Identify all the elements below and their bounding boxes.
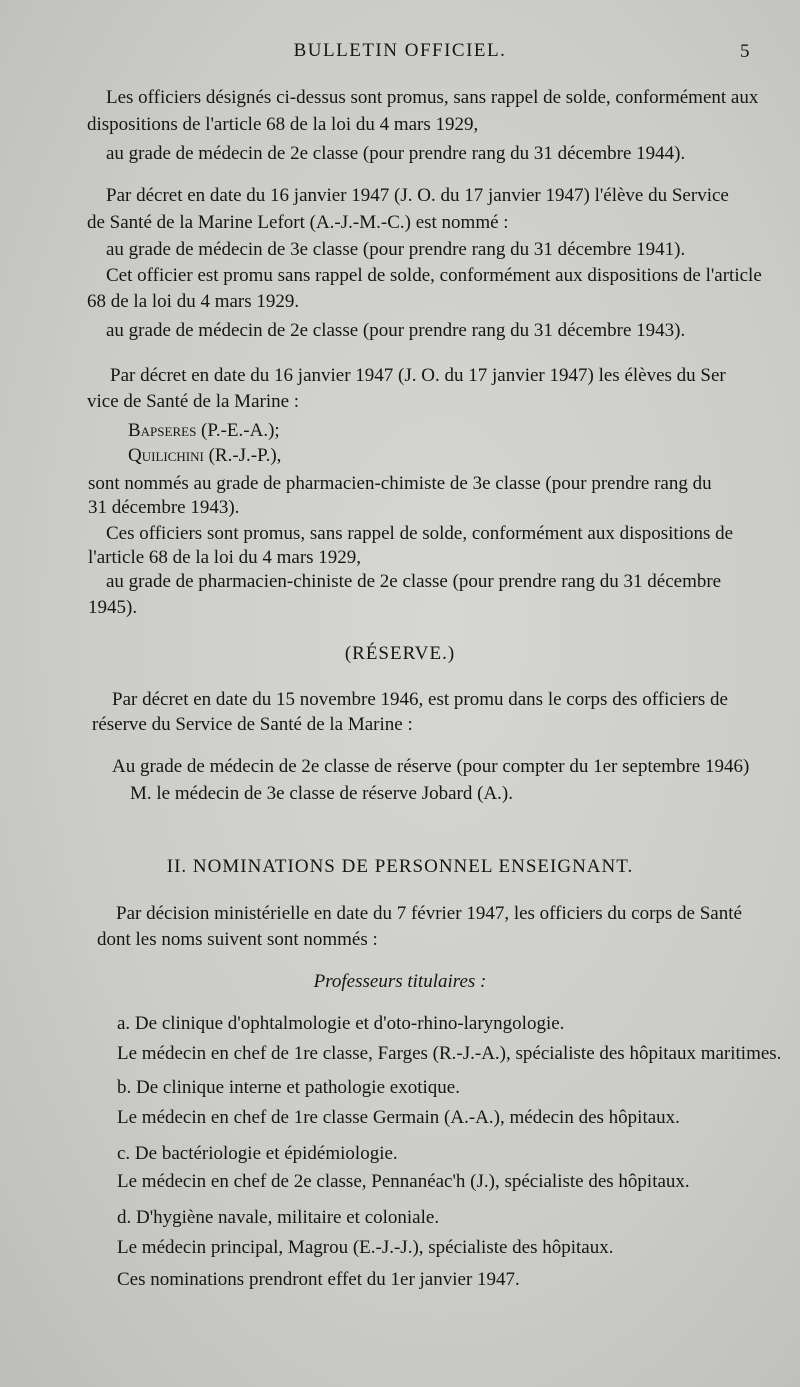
text-line: d. D'hygiène navale, militaire et coloniale.: [117, 1207, 440, 1228]
text-line: Le médecin en chef de 1re classe Germain (A.-A.), médecin des hôpitaux.: [117, 1107, 680, 1128]
section-heading-reserve: (RÉSERVE.): [344, 643, 456, 664]
text-line: au grade de médecin de 2e classe (pour prendre rang du 31 décembre 1944).: [106, 143, 686, 164]
text-line: a. De clinique d'ophtalmologie et d'oto-rhino-laryngologie.: [117, 1013, 565, 1034]
text-line: réserve du Service de Santé de la Marine :: [92, 714, 413, 735]
text-line: 31 décembre 1943).: [88, 497, 240, 518]
name-entry: Bapseres (P.-E.-A.);: [128, 420, 280, 441]
page-number: 5: [740, 41, 750, 62]
text-line: l'article 68 de la loi du 4 mars 1929,: [88, 547, 362, 568]
text-line: Cet officier est promu sans rappel de solde, conformément aux dispositions de l'article: [106, 265, 762, 286]
text-line: 68 de la loi du 4 mars 1929.: [87, 291, 300, 312]
text-line: Ces nominations prendront effet du 1er janvier 1947.: [117, 1269, 520, 1290]
text-line: Par décision ministérielle en date du 7 février 1947, les officiers du corps de Santé: [116, 903, 742, 924]
text-line: dispositions de l'article 68 de la loi du 4 mars 1929,: [87, 114, 479, 135]
subheading-professeurs: Professeurs titulaires :: [313, 971, 487, 992]
text-line: b. De clinique interne et pathologie exotique.: [117, 1077, 460, 1098]
text-line: au grade de pharmacien-chiniste de 2e classe (pour prendre rang du 31 décembre: [106, 571, 722, 592]
text-line: Par décret en date du 15 novembre 1946, est promu dans le corps des officiers de: [112, 689, 728, 710]
text-line: Le médecin en chef de 1re classe, Farges (R.-J.-A.), spécialiste des hôpitaux maritimes.: [117, 1043, 782, 1064]
text-line: Par décret en date du 16 janvier 1947 (J. O. du 17 janvier 1947) les élèves du Ser: [110, 365, 726, 386]
text-line: M. le médecin de 3e classe de réserve Jobard (A.).: [130, 783, 514, 804]
text-line: c. De bactériologie et épidémiologie.: [117, 1143, 398, 1164]
section-heading-nominations: II. NOMINATIONS DE PERSONNEL ENSEIGNANT.: [166, 856, 634, 877]
name-entry: Quilichini (R.-J.-P.),: [128, 445, 282, 466]
text-line: 1945).: [88, 597, 138, 618]
text-line: dont les noms suivent sont nommés :: [97, 929, 378, 950]
text-line: au grade de médecin de 2e classe (pour prendre rang du 31 décembre 1943).: [106, 320, 686, 341]
running-header-title: BULLETIN OFFICIEL.: [293, 40, 507, 61]
text-line: sont nommés au grade de pharmacien-chimiste de 3e classe (pour prendre rang du: [88, 473, 712, 494]
text-line: Au grade de médecin de 2e classe de réserve (pour compter du 1er septembre 1946): [112, 756, 750, 777]
text-line: Les officiers désignés ci-dessus sont promus, sans rappel de solde, conformément aux: [106, 87, 759, 108]
text-line: Le médecin en chef de 2e classe, Pennanéac'h (J.), spécialiste des hôpitaux.: [117, 1171, 690, 1192]
text-line: vice de Santé de la Marine :: [87, 391, 300, 412]
text-line: Par décret en date du 16 janvier 1947 (J. O. du 17 janvier 1947) l'élève du Service: [106, 185, 729, 206]
text-line: Le médecin principal, Magrou (E.-J.-J.), spécialiste des hôpitaux.: [117, 1237, 614, 1258]
text-line: au grade de médecin de 3e classe (pour prendre rang du 31 décembre 1941).: [106, 239, 686, 260]
text-line: de Santé de la Marine Lefort (A.-J.-M.-C.) est nommé :: [87, 212, 509, 233]
text-line: Ces officiers sont promus, sans rappel de solde, conformément aux dispositions de: [106, 523, 734, 544]
